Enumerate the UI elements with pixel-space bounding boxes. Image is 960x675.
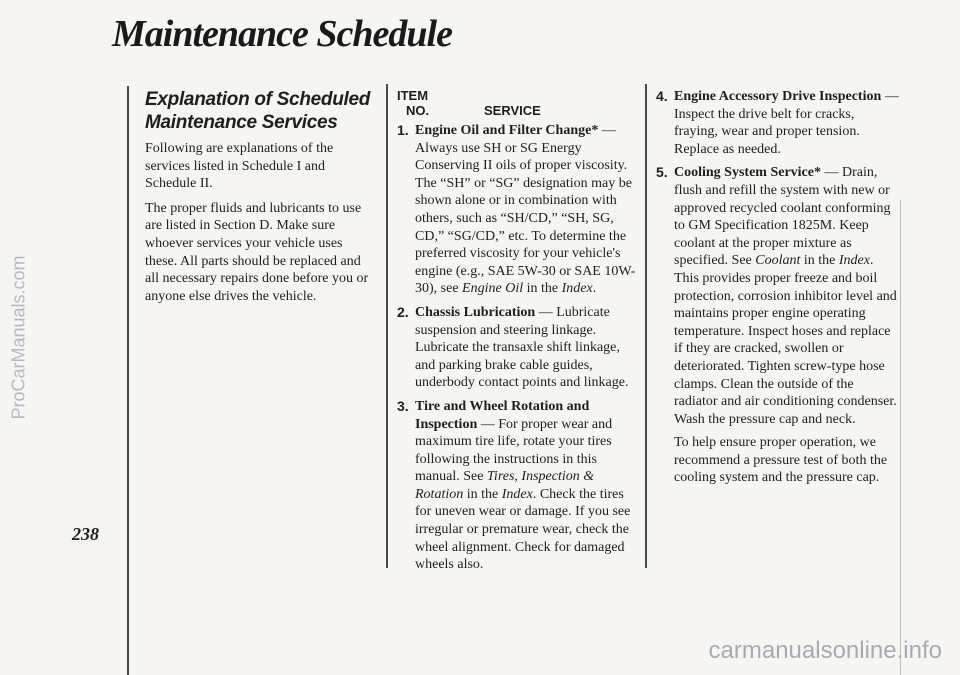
service-column-middle [397, 88, 641, 580]
item-text: . This provides proper freeze and boil protection, corrosion inhibitor level and maintains proper engine operating temperature. Inspect hoses and replace if they are cracked, swollen or deteriorated. Tighten screw-type hose clamps. Clean the outside of the radiator and air conditioning condenser. Wash the pressure cap and neck. [674, 253, 897, 427]
item-name: Chassis Lubrication [415, 304, 536, 320]
index-reference: Engine Oil [462, 281, 524, 297]
section-heading-line1: Explanation of Scheduled [145, 89, 371, 110]
section-heading-line2: Maintenance Services [145, 112, 338, 133]
index-reference: Tires, Inspection & Rotation [415, 469, 595, 502]
service-column-right [656, 88, 900, 494]
intro-paragraph-1: Following are explanations of the services listed in Schedule I and Schedule II. [145, 141, 334, 192]
index-reference: Coolant [755, 253, 801, 269]
service-item-4 [656, 88, 900, 158]
number-header: NO. [406, 103, 430, 118]
item-name: Engine Oil and Filter Change* [415, 123, 599, 138]
service-header: SERVICE [484, 103, 541, 118]
item-number: 4. [656, 88, 668, 104]
side-watermark-text: ProCarManuals.com [8, 255, 29, 420]
intro-paragraph-2: The proper fluids and lubricants to use are listed in Section D. Make sure whoever services your vehicle uses these. All parts should be replaced and all necessary repairs done before you or anyone else drives the vehicle. [145, 200, 369, 304]
item-text: in the [463, 486, 502, 502]
page-number: 238 [72, 524, 99, 544]
item-text: . [592, 281, 597, 297]
intro-column [145, 88, 373, 312]
item-text: in the [523, 281, 562, 297]
index-reference: Index [838, 253, 870, 269]
service-item-5 [656, 164, 900, 428]
page-title: Maintenance Schedule [112, 13, 452, 55]
left-column-rule [127, 86, 129, 675]
item-name: Cooling System Service* [674, 165, 821, 181]
service-item-2 [397, 304, 641, 392]
item-text: — Inspect the drive belt for cracks, fraying, wear and proper tension. Replace as needed. [674, 89, 899, 157]
right-column-rule [645, 84, 647, 568]
item-number: 2. [397, 303, 409, 320]
index-reference: Index [501, 486, 533, 502]
item-text: — For proper wear and maximum tire life, rotate your tires following the instructions in this manual. See [415, 416, 613, 485]
section-heading [145, 88, 373, 134]
right-edge-rule [900, 200, 901, 675]
side-watermark [2, 0, 36, 675]
item-number: 1. [397, 122, 409, 138]
item-name: Engine Accessory Drive Inspection [674, 89, 882, 104]
item-text: — Lubricate suspension and steering linkage. Lubricate the transaxle shift linkage, and parking brake cable guides, underbody contact points and linkage. [415, 304, 629, 391]
item-text: in the [800, 253, 839, 269]
item-number: 3. [397, 397, 409, 414]
cooling-note: To help ensure proper operation, we recommend a pressure test of both the cooling system and the pressure cap. [674, 435, 888, 486]
item-text: — Drain, flush and refill the system with new or approved recycled coolant conforming to GM Specification 1825M. Keep coolant at the proper mixture as specified. See [674, 165, 891, 269]
service-table-header [397, 88, 641, 118]
item-name: Tire and Wheel Rotation and Inspection [415, 398, 590, 432]
item-text: — Always use SH or SG Energy Conserving II oils of proper viscosity. The “SH” or “SG” designation may be shown alone or in combination with others, such as “SH/CD,” “SH, SG, CD,” “SG/CD,” etc. To determine the preferred viscosity for your vehicle's engine (e.g., SAE 5W-30 or SAE 10W-30), see [415, 123, 636, 297]
service-item-3 [397, 398, 641, 574]
item-number: 5. [656, 164, 668, 181]
item-text: . Check the tires for uneven wear or damage. If you see irregular or premature wear, check the wheel alignment. Check for damaged wheels also. [415, 486, 631, 573]
index-reference: Index [561, 281, 593, 297]
middle-column-rule [386, 84, 388, 568]
footer-watermark: carmanualsonline.info [708, 637, 942, 664]
item-header: ITEM [397, 88, 429, 103]
service-item-1 [397, 122, 641, 298]
